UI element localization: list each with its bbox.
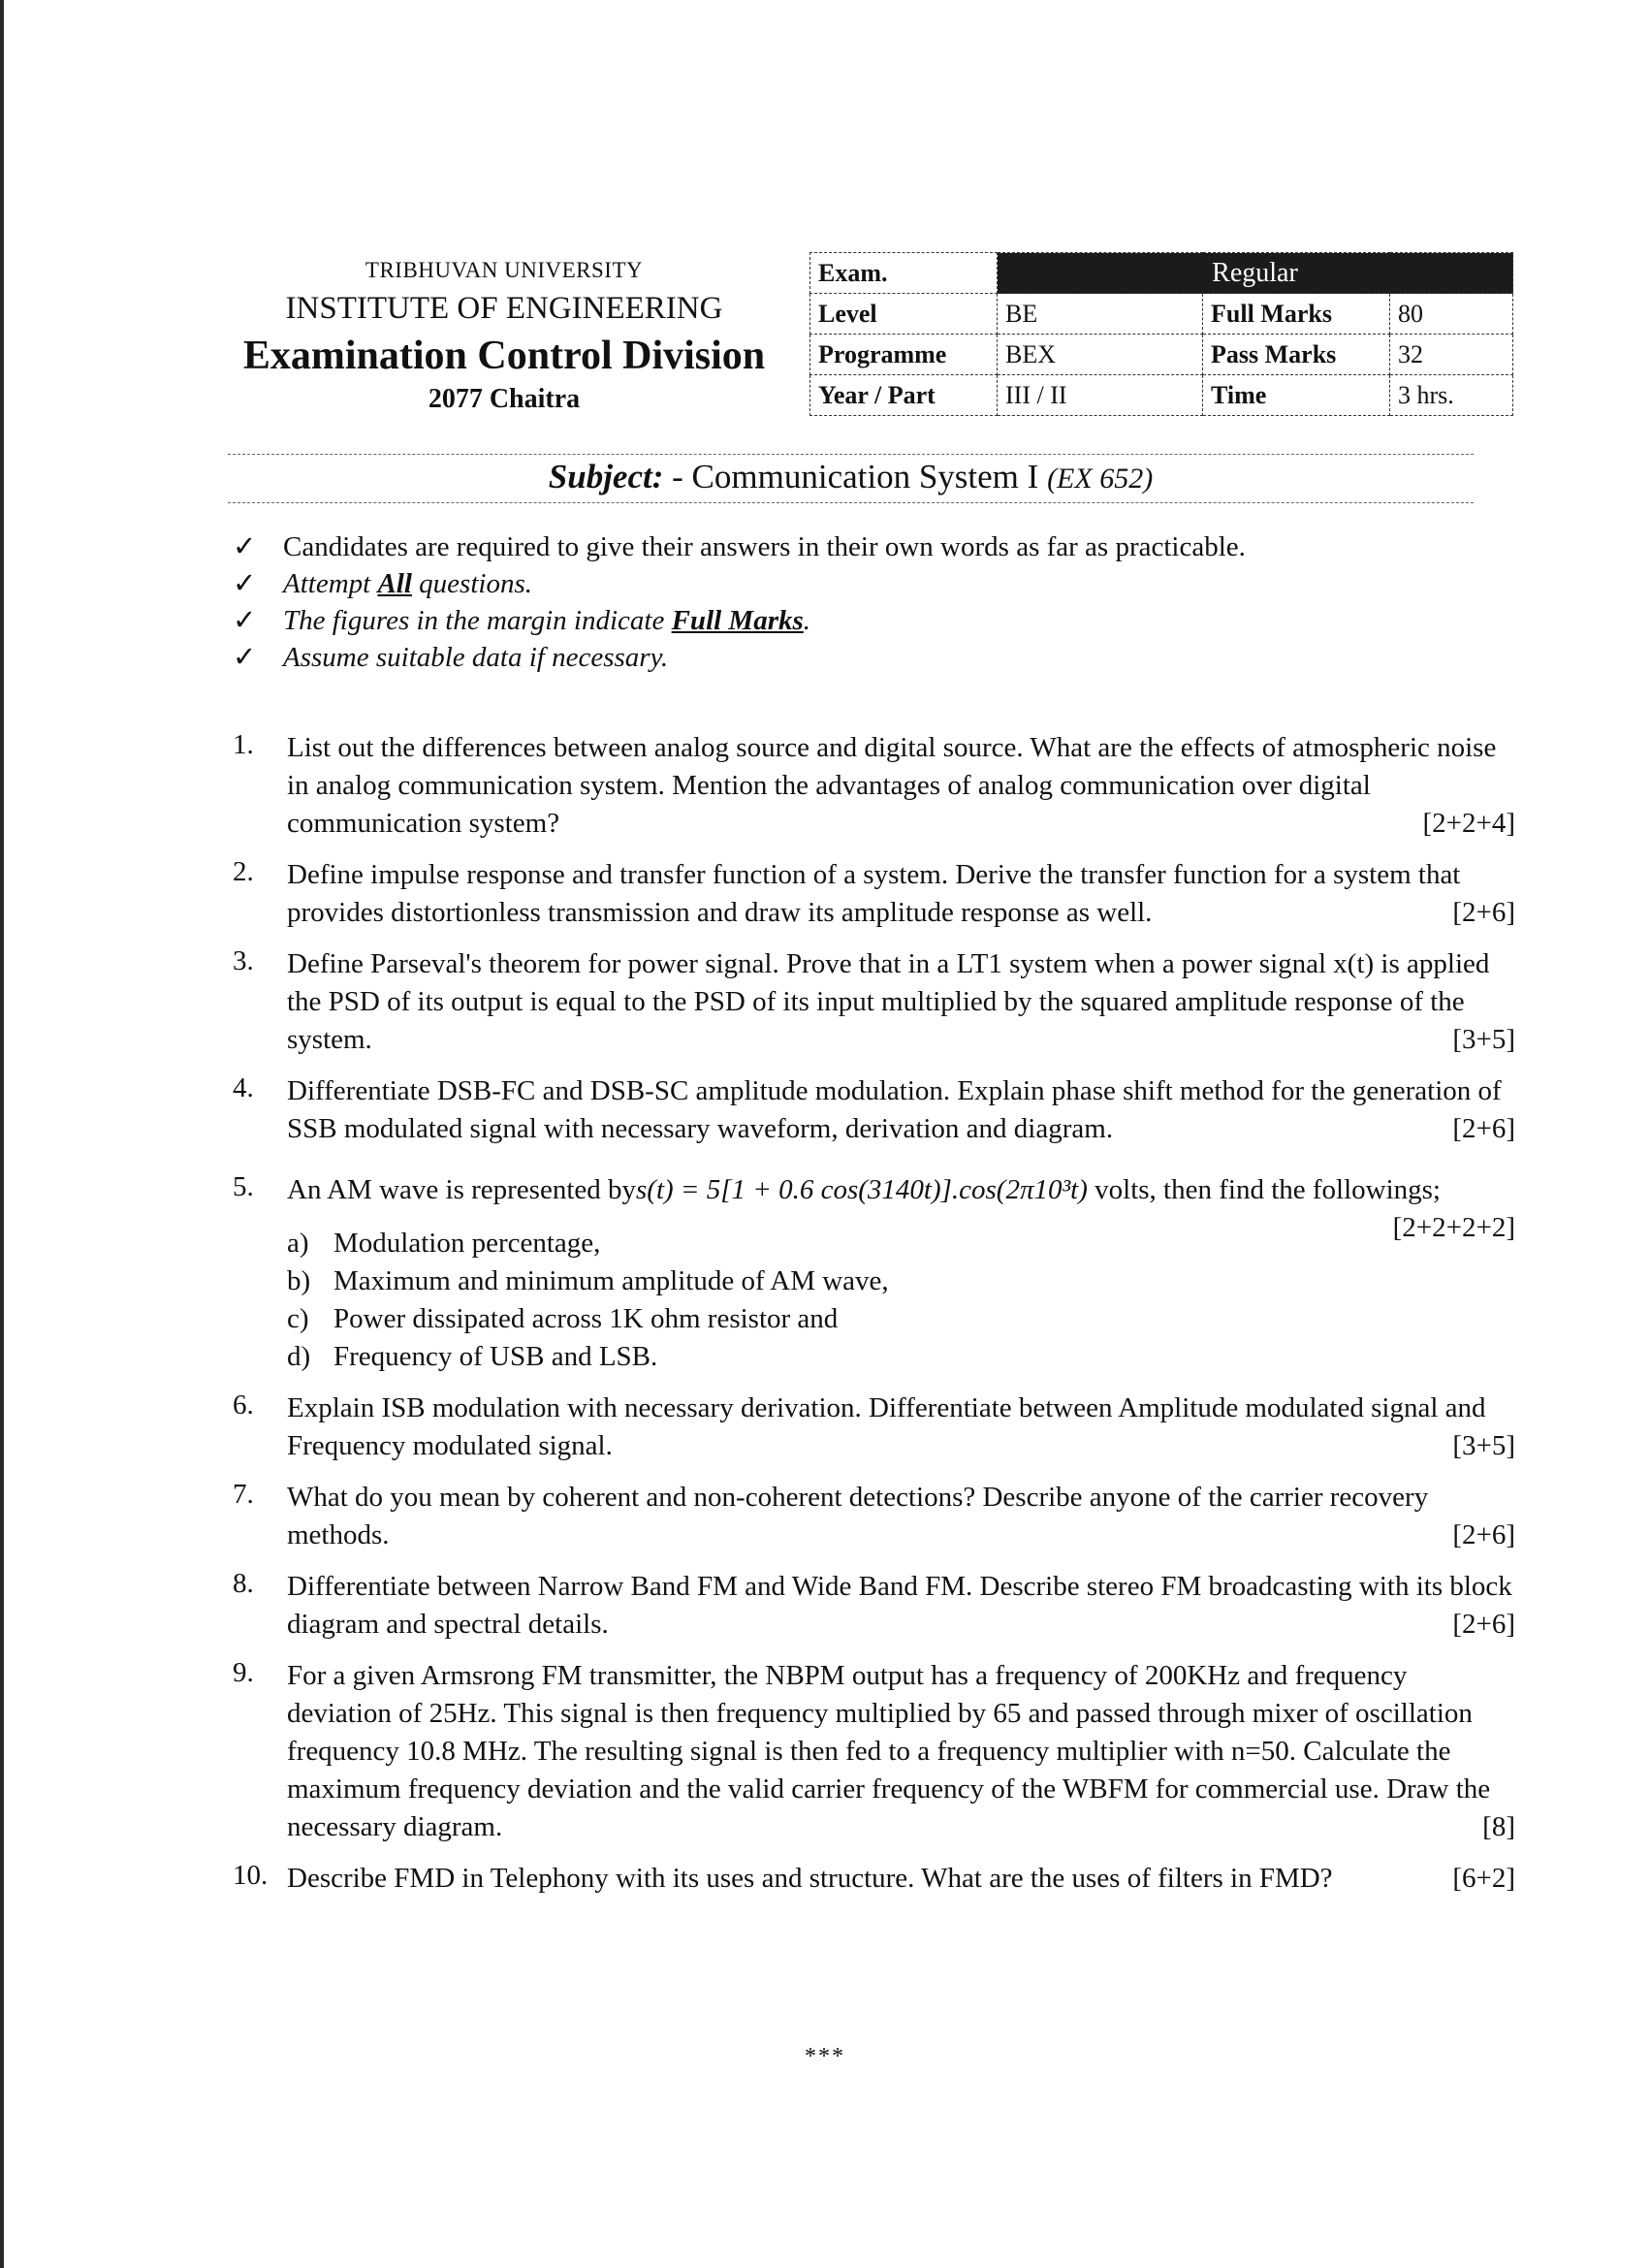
am-wave-formula: s(t) = 5[1 + 0.6 cos(3140t)].cos(2π10³t) (636, 1174, 1088, 1205)
university-name: TRIBHUVAN UNIVERSITY (365, 258, 644, 282)
page-scan-edge (0, 0, 4, 2268)
question-number: 4. (233, 1072, 254, 1103)
question-text: Differentiate between Narrow Band FM and Wide Band FM. Describe stereo FM broadcasting with its block diagram and spectral details. (287, 1571, 1512, 1640)
subquestion-item (287, 1338, 1515, 1376)
instruction-text-part: The figures in the margin indicate (283, 605, 672, 636)
year-part-label: Year / Part (810, 375, 998, 416)
question-marks: [3+5] (1452, 1024, 1515, 1055)
question-marks: [2+2+4] (1422, 808, 1515, 839)
check-icon: ✓ (233, 531, 257, 562)
instruction-text-part: questions. (411, 568, 532, 599)
question-number: 7. (233, 1479, 254, 1510)
institute-name: INSTITUTE OF ENGINEERING (285, 291, 723, 326)
exam-label: Exam. (810, 253, 998, 294)
question-text: An AM wave is represented by (287, 1174, 636, 1205)
question-marks: [8] (1482, 1811, 1515, 1842)
question-item (233, 1657, 1566, 1846)
level-label: Level (810, 294, 998, 335)
subquestion-text: Modulation percentage, (333, 1228, 601, 1259)
questions-list (233, 729, 1566, 1898)
year-part-value: III / II (998, 375, 1203, 416)
level-row (810, 294, 1513, 335)
question-number: 1. (233, 729, 254, 760)
time-label: Time (1203, 375, 1390, 416)
subject-dash: - (663, 458, 692, 495)
subquestion-text: Power dissipated across 1K ohm resistor and (333, 1303, 839, 1334)
instruction-item (233, 528, 1493, 565)
instruction-emphasis: Full Marks (671, 605, 804, 636)
question-number: 10. (233, 1860, 269, 1891)
subject-rule-bottom (228, 502, 1474, 503)
question-item (233, 1860, 1566, 1898)
question-number: 8. (233, 1568, 254, 1599)
full-marks-value: 80 (1390, 294, 1513, 335)
subject-name: Communication System I (691, 458, 1048, 495)
question-item (233, 1072, 1566, 1148)
exam-details-table (809, 252, 1513, 416)
question-text: Describe FMD in Telephony with its uses and structure. What are the uses of filters in FMD? (287, 1863, 1333, 1894)
level-value: BE (998, 294, 1203, 335)
instruction-text (283, 602, 810, 639)
check-icon: ✓ (233, 642, 257, 673)
subquestion-item (287, 1300, 1515, 1338)
question-item (233, 945, 1566, 1059)
subquestion-label: d) (287, 1341, 311, 1372)
question-item (233, 729, 1566, 843)
exam-header (213, 254, 795, 417)
question-text: What do you mean by coherent and non-coherent detections? Describe anyone of the carrier recovery methods. (287, 1482, 1429, 1550)
instruction-text (283, 565, 532, 602)
division-name: Examination Control Division (242, 334, 766, 378)
check-icon: ✓ (233, 568, 257, 599)
subject-label: Subject: (548, 458, 664, 495)
question-item (233, 1479, 1566, 1554)
question-marks: [2+6] (1452, 1519, 1515, 1550)
instruction-item (233, 639, 1493, 676)
check-icon: ✓ (233, 605, 257, 636)
pass-marks-value: 32 (1390, 335, 1513, 375)
question-number: 3. (233, 945, 254, 976)
question-number: 5. (233, 1171, 254, 1202)
subject-code: (EX 652) (1047, 463, 1154, 495)
subquestion-text: Maximum and minimum amplitude of AM wave, (333, 1265, 889, 1296)
instruction-item (233, 565, 1493, 602)
question-item (233, 1171, 1566, 1376)
programme-value: BEX (998, 335, 1203, 375)
subquestion-list (287, 1225, 1515, 1376)
question-number: 9. (233, 1657, 254, 1688)
question-marks: [2+6] (1452, 1609, 1515, 1640)
instruction-emphasis: All (377, 568, 412, 599)
question-text: Differentiate DSB-FC and DSB-SC amplitude modulation. Explain phase shift method for the generation of SSB modulated signal with necessary waveform, derivation and diagram. (287, 1075, 1502, 1144)
question-marks: [2+2+2+2] (1392, 1212, 1515, 1243)
instruction-text: Assume suitable data if necessary. (283, 642, 669, 673)
subquestion-text: Frequency of USB and LSB. (333, 1341, 658, 1372)
programme-label: Programme (810, 335, 998, 375)
programme-row (810, 335, 1513, 375)
question-item (233, 856, 1566, 932)
instruction-item (233, 602, 1493, 639)
full-marks-label: Full Marks (1203, 294, 1390, 335)
question-marks: [2+6] (1452, 897, 1515, 928)
question-text: For a given Armsrong FM transmitter, the NBPM output has a frequency of 200KHz and frequency deviation of 25Hz. This signal is then frequency multiplied by 65 and passed through mixer of oscillation frequency 10.8 MHz. The resulting signal is then fed to a frequency multiplier with n=50. Calculate the maximum frequency deviation and the valid carrier frequency of the WBFM for commercial use. Draw the necessary diagram. (287, 1660, 1491, 1842)
exam-row (810, 253, 1513, 294)
subquestion-item (287, 1262, 1515, 1300)
question-number: 6. (233, 1390, 254, 1421)
question-number: 2. (233, 856, 254, 887)
question-marks: [3+5] (1452, 1430, 1515, 1461)
instruction-text-part: . (803, 605, 811, 636)
instruction-text-part: Attempt (283, 568, 378, 599)
subquestion-label: a) (287, 1228, 309, 1259)
question-marks: [6+2] (1452, 1863, 1515, 1894)
exam-session: 2077 Chaitra (428, 384, 581, 414)
instruction-text: Candidates are required to give their answers in their own words as far as practicable. (283, 531, 1246, 562)
year-part-row (810, 375, 1513, 416)
question-text: volts, then find the followings; (1087, 1174, 1441, 1205)
question-marks: [2+6] (1452, 1113, 1515, 1144)
subquestion-item (287, 1225, 1393, 1262)
question-text: Explain ISB modulation with necessary derivation. Differentiate between Amplitude modulated signal and Frequency modulated signal. (287, 1392, 1486, 1461)
question-text: Define Parseval's theorem for power signal. Prove that in a LT1 system when a power signal x(t) is applied the PSD of its output is equal to the PSD of its input multiplied by the squared amplitude response of the system. (287, 948, 1490, 1055)
pass-marks-label: Pass Marks (1203, 335, 1390, 375)
question-text: List out the differences between analog source and digital source. What are the effects of atmospheric noise in analog communication system. Mention the advantages of analog communication over digital communication system? (287, 732, 1497, 839)
exam-type-value: Regular (998, 253, 1513, 294)
question-item (233, 1390, 1566, 1465)
subject-line (228, 458, 1474, 496)
time-value: 3 hrs. (1390, 375, 1513, 416)
question-text: Define impulse response and transfer function of a system. Derive the transfer function for a system that provides distortionless transmission and draw its amplitude response as well. (287, 859, 1461, 928)
subquestion-label: c) (287, 1303, 309, 1334)
question-item (233, 1568, 1566, 1644)
subject-rule-top (228, 454, 1474, 455)
subquestion-label: b) (287, 1265, 311, 1296)
instructions-list (233, 528, 1493, 676)
end-of-paper-marker: *** (805, 2044, 845, 2069)
